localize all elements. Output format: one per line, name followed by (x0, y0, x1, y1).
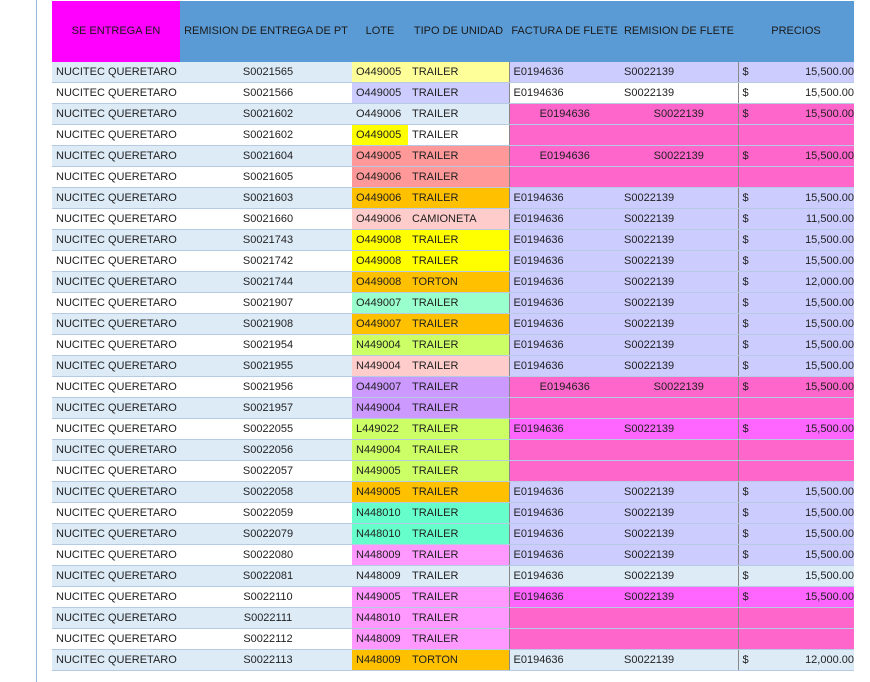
table-row (52, 377, 854, 398)
cell-remision-entrega-pt[interactable]: S0022055 (180, 419, 352, 440)
cell-precio[interactable]: 15,500.00 (760, 230, 854, 251)
cell-currency-sign[interactable]: $ (738, 482, 760, 503)
header-se-entrega-en[interactable]: SE ENTREGA EN (52, 1, 180, 62)
cell-se-entrega-en[interactable]: NUCITEC QUERETARO (52, 398, 180, 419)
cell-lote[interactable]: O449005 (352, 125, 408, 146)
cell-remision-entrega-pt[interactable]: S0021605 (180, 167, 352, 188)
table-row (52, 209, 854, 230)
cell-remision-entrega-pt[interactable]: S0021743 (180, 230, 352, 251)
table-row (52, 230, 854, 251)
cell-precio[interactable]: 15,500.00 (760, 503, 854, 524)
sheet-left-border (36, 0, 37, 682)
cell-lote[interactable]: N448010 (352, 608, 408, 629)
cell-factura-flete[interactable] (509, 461, 620, 482)
cell-remision-entrega-pt[interactable]: S0021742 (180, 251, 352, 272)
cell-se-entrega-en[interactable]: NUCITEC QUERETARO (52, 272, 180, 293)
cell-remision-entrega-pt[interactable]: S0021956 (180, 377, 352, 398)
cell-currency-sign[interactable] (738, 440, 760, 461)
cell-factura-flete[interactable]: E0194636 (509, 188, 620, 209)
header-remision-flete[interactable]: REMISION DE FLETE (620, 1, 738, 62)
table-row (52, 608, 854, 629)
cell-se-entrega-en[interactable]: NUCITEC QUERETARO (52, 209, 180, 230)
cell-lote[interactable]: N448009 (352, 629, 408, 650)
freight-table (52, 1, 854, 671)
cell-precio[interactable]: 11,500.00 (760, 209, 854, 230)
cell-precio[interactable]: 15,500.00 (760, 587, 854, 608)
cell-currency-sign[interactable]: $ (738, 314, 760, 335)
table-row (52, 482, 854, 503)
cell-remision-entrega-pt[interactable]: S0022057 (180, 461, 352, 482)
cell-remision-flete[interactable]: S0022139 (620, 251, 738, 272)
cell-currency-sign[interactable] (738, 167, 760, 188)
cell-tipo-unidad[interactable]: TRAILER (408, 188, 509, 209)
cell-se-entrega-en[interactable]: NUCITEC QUERETARO (52, 419, 180, 440)
cell-tipo-unidad[interactable]: TRAILER (408, 125, 509, 146)
cell-tipo-unidad[interactable]: TRAILER (408, 314, 509, 335)
header-row (52, 1, 854, 62)
cell-se-entrega-en[interactable]: NUCITEC QUERETARO (52, 461, 180, 482)
cell-remision-flete[interactable]: S0022139 (620, 314, 738, 335)
cell-lote[interactable]: N449005 (352, 461, 408, 482)
cell-se-entrega-en[interactable]: NUCITEC QUERETARO (52, 566, 180, 587)
cell-lote[interactable]: N448009 (352, 650, 408, 671)
cell-remision-flete[interactable]: S0022139 (620, 419, 738, 440)
cell-se-entrega-en[interactable]: NUCITEC QUERETARO (52, 545, 180, 566)
cell-remision-entrega-pt[interactable]: S0022058 (180, 482, 352, 503)
cell-precio[interactable]: 15,500.00 (760, 566, 854, 587)
cell-currency-sign[interactable]: $ (738, 524, 760, 545)
cell-currency-sign[interactable]: $ (738, 377, 760, 398)
cell-tipo-unidad[interactable]: TRAILER (408, 335, 509, 356)
cell-remision-flete[interactable]: S0022139 (620, 83, 738, 104)
table-row (52, 398, 854, 419)
cell-tipo-unidad[interactable]: TRAILER (408, 482, 509, 503)
cell-precio[interactable]: 15,500.00 (760, 83, 854, 104)
cell-remision-entrega-pt[interactable]: S0021954 (180, 335, 352, 356)
cell-remision-entrega-pt[interactable]: S0022110 (180, 587, 352, 608)
cell-se-entrega-en[interactable]: NUCITEC QUERETARO (52, 629, 180, 650)
cell-precio[interactable] (760, 440, 854, 461)
table-body (52, 62, 854, 671)
cell-currency-sign[interactable]: $ (738, 83, 760, 104)
table-row (52, 545, 854, 566)
cell-remision-flete[interactable]: S0022139 (620, 650, 738, 671)
cell-precio[interactable] (760, 398, 854, 419)
table-row (52, 272, 854, 293)
cell-currency-sign[interactable] (738, 629, 760, 650)
cell-precio[interactable]: 15,500.00 (760, 335, 854, 356)
cell-currency-sign[interactable]: $ (738, 503, 760, 524)
table-row (52, 566, 854, 587)
cell-lote[interactable]: O449006 (352, 104, 408, 125)
cell-se-entrega-en[interactable]: NUCITEC QUERETARO (52, 482, 180, 503)
cell-currency-sign[interactable]: $ (738, 566, 760, 587)
cell-tipo-unidad[interactable]: TRAILER (408, 293, 509, 314)
cell-precio[interactable]: 15,500.00 (760, 482, 854, 503)
cell-factura-flete[interactable]: E0194636 (509, 293, 620, 314)
cell-tipo-unidad[interactable]: TORTON (408, 272, 509, 293)
cell-tipo-unidad[interactable]: TRAILER (408, 461, 509, 482)
cell-remision-flete[interactable]: S0022139 (620, 545, 738, 566)
cell-factura-flete[interactable] (509, 125, 620, 146)
cell-se-entrega-en[interactable]: NUCITEC QUERETARO (52, 335, 180, 356)
table-row (52, 125, 854, 146)
cell-remision-entrega-pt[interactable]: S0021565 (180, 62, 352, 83)
cell-remision-flete[interactable] (620, 461, 738, 482)
cell-remision-entrega-pt[interactable]: S0022079 (180, 524, 352, 545)
cell-se-entrega-en[interactable]: NUCITEC QUERETARO (52, 146, 180, 167)
cell-remision-flete[interactable]: S0022139 (620, 272, 738, 293)
cell-currency-sign[interactable] (738, 125, 760, 146)
cell-remision-flete[interactable] (620, 608, 738, 629)
cell-tipo-unidad[interactable]: TRAILER (408, 62, 509, 83)
cell-remision-entrega-pt[interactable]: S0022080 (180, 545, 352, 566)
cell-remision-flete[interactable] (620, 398, 738, 419)
table-row (52, 419, 854, 440)
cell-precio[interactable] (760, 461, 854, 482)
cell-se-entrega-en[interactable]: NUCITEC QUERETARO (52, 314, 180, 335)
cell-remision-entrega-pt[interactable]: S0022081 (180, 566, 352, 587)
cell-precio[interactable] (760, 629, 854, 650)
cell-precio[interactable]: 15,500.00 (760, 104, 854, 125)
cell-factura-flete[interactable]: E0194636 (509, 314, 620, 335)
table-row (52, 62, 854, 83)
cell-remision-flete[interactable]: S0022139 (620, 356, 738, 377)
cell-precio[interactable]: 15,500.00 (760, 356, 854, 377)
cell-factura-flete[interactable] (509, 440, 620, 461)
cell-remision-entrega-pt[interactable]: S0022113 (180, 650, 352, 671)
table-row (52, 461, 854, 482)
cell-se-entrega-en[interactable]: NUCITEC QUERETARO (52, 608, 180, 629)
cell-remision-flete[interactable]: S0022139 (620, 587, 738, 608)
cell-factura-flete[interactable]: E0194636 (509, 566, 620, 587)
cell-se-entrega-en[interactable]: NUCITEC QUERETARO (52, 230, 180, 251)
cell-remision-entrega-pt[interactable]: S0021957 (180, 398, 352, 419)
cell-lote[interactable]: O449005 (352, 146, 408, 167)
cell-tipo-unidad[interactable]: TRAILER (408, 524, 509, 545)
table-row (52, 83, 854, 104)
cell-precio[interactable]: 12,000.00 (760, 650, 854, 671)
cell-remision-flete[interactable] (620, 125, 738, 146)
cell-factura-flete[interactable]: E0194636 (509, 545, 620, 566)
cell-currency-sign[interactable]: $ (738, 650, 760, 671)
cell-tipo-unidad[interactable]: TRAILER (408, 251, 509, 272)
cell-factura-flete[interactable]: E0194636 (509, 524, 620, 545)
cell-currency-sign[interactable]: $ (738, 356, 760, 377)
cell-tipo-unidad[interactable]: TRAILER (408, 356, 509, 377)
table-row (52, 104, 854, 125)
cell-tipo-unidad[interactable]: TORTON (408, 650, 509, 671)
cell-remision-entrega-pt[interactable]: S0021955 (180, 356, 352, 377)
cell-se-entrega-en[interactable]: NUCITEC QUERETARO (52, 167, 180, 188)
cell-se-entrega-en[interactable]: NUCITEC QUERETARO (52, 650, 180, 671)
cell-tipo-unidad[interactable]: TRAILER (408, 104, 509, 125)
cell-lote[interactable]: O449005 (352, 83, 408, 104)
cell-factura-flete[interactable]: E0194636 (509, 503, 620, 524)
cell-precio[interactable] (760, 608, 854, 629)
cell-factura-flete[interactable]: E0194636 (509, 83, 620, 104)
cell-remision-flete[interactable]: S0022139 (620, 293, 738, 314)
cell-remision-entrega-pt[interactable]: S0021604 (180, 146, 352, 167)
cell-lote[interactable]: O449008 (352, 251, 408, 272)
table-row (52, 503, 854, 524)
cell-lote[interactable]: O449007 (352, 293, 408, 314)
cell-remision-flete[interactable] (620, 167, 738, 188)
cell-remision-entrega-pt[interactable]: S0022111 (180, 608, 352, 629)
cell-lote[interactable]: O449008 (352, 230, 408, 251)
cell-precio[interactable]: 12,000.00 (760, 272, 854, 293)
cell-currency-sign[interactable]: $ (738, 251, 760, 272)
cell-precio[interactable]: 15,500.00 (760, 545, 854, 566)
header-factura-flete[interactable]: FACTURA DE FLETE (509, 1, 620, 62)
cell-factura-flete[interactable]: E0194636 (509, 62, 620, 83)
cell-precio[interactable]: 15,500.00 (760, 314, 854, 335)
cell-tipo-unidad[interactable]: TRAILER (408, 377, 509, 398)
cell-factura-flete[interactable] (509, 398, 620, 419)
cell-remision-entrega-pt[interactable]: S0021602 (180, 104, 352, 125)
cell-factura-flete[interactable]: E0194636 (509, 377, 620, 398)
cell-currency-sign[interactable]: $ (738, 104, 760, 125)
cell-remision-entrega-pt[interactable]: S0021907 (180, 293, 352, 314)
cell-se-entrega-en[interactable]: NUCITEC QUERETARO (52, 125, 180, 146)
table-row (52, 440, 854, 461)
cell-precio[interactable]: 15,500.00 (760, 419, 854, 440)
cell-remision-flete[interactable]: S0022139 (620, 566, 738, 587)
header-precios[interactable]: PRECIOS (738, 1, 854, 62)
cell-lote[interactable]: N448010 (352, 524, 408, 545)
cell-factura-flete[interactable]: E0194636 (509, 146, 620, 167)
cell-lote[interactable]: N449004 (352, 398, 408, 419)
header-tipo-unidad[interactable]: TIPO DE UNIDAD (408, 1, 509, 62)
cell-se-entrega-en[interactable]: NUCITEC QUERETARO (52, 251, 180, 272)
cell-remision-flete[interactable] (620, 629, 738, 650)
cell-remision-entrega-pt[interactable]: S0021602 (180, 125, 352, 146)
cell-remision-flete[interactable]: S0022139 (620, 503, 738, 524)
cell-tipo-unidad[interactable]: TRAILER (408, 566, 509, 587)
cell-precio[interactable] (760, 125, 854, 146)
header-lote[interactable]: LOTE (352, 1, 408, 62)
cell-currency-sign[interactable]: $ (738, 272, 760, 293)
cell-lote[interactable]: N449004 (352, 440, 408, 461)
table-row (52, 335, 854, 356)
cell-remision-entrega-pt[interactable]: S0022059 (180, 503, 352, 524)
cell-tipo-unidad[interactable]: TRAILER (408, 545, 509, 566)
cell-tipo-unidad[interactable]: TRAILER (408, 146, 509, 167)
cell-factura-flete[interactable]: E0194636 (509, 335, 620, 356)
cell-lote[interactable]: L449022 (352, 419, 408, 440)
cell-factura-flete[interactable]: E0194636 (509, 356, 620, 377)
cell-factura-flete[interactable] (509, 608, 620, 629)
table-row (52, 188, 854, 209)
cell-remision-flete[interactable]: S0022139 (620, 230, 738, 251)
cell-lote[interactable]: N449004 (352, 356, 408, 377)
cell-lote[interactable]: O449007 (352, 314, 408, 335)
cell-lote[interactable]: N448009 (352, 545, 408, 566)
cell-lote[interactable]: N448009 (352, 566, 408, 587)
cell-precio[interactable] (760, 167, 854, 188)
cell-remision-flete[interactable]: S0022139 (620, 104, 738, 125)
cell-tipo-unidad[interactable]: TRAILER (408, 167, 509, 188)
cell-tipo-unidad[interactable]: TRAILER (408, 503, 509, 524)
table-row (52, 167, 854, 188)
cell-se-entrega-en[interactable]: NUCITEC QUERETARO (52, 503, 180, 524)
cell-lote[interactable]: O449007 (352, 377, 408, 398)
cell-factura-flete[interactable]: E0194636 (509, 251, 620, 272)
cell-se-entrega-en[interactable]: NUCITEC QUERETARO (52, 524, 180, 545)
cell-currency-sign[interactable] (738, 398, 760, 419)
cell-remision-entrega-pt[interactable]: S0021603 (180, 188, 352, 209)
table-row (52, 356, 854, 377)
cell-precio[interactable]: 15,500.00 (760, 293, 854, 314)
cell-tipo-unidad[interactable]: TRAILER (408, 629, 509, 650)
cell-remision-flete[interactable]: S0022139 (620, 146, 738, 167)
cell-currency-sign[interactable] (738, 461, 760, 482)
cell-se-entrega-en[interactable]: NUCITEC QUERETARO (52, 377, 180, 398)
cell-remision-flete[interactable]: S0022139 (620, 62, 738, 83)
cell-factura-flete[interactable]: E0194636 (509, 482, 620, 503)
cell-currency-sign[interactable]: $ (738, 335, 760, 356)
cell-factura-flete[interactable]: E0194636 (509, 209, 620, 230)
cell-se-entrega-en[interactable]: NUCITEC QUERETARO (52, 587, 180, 608)
cell-se-entrega-en[interactable]: NUCITEC QUERETARO (52, 83, 180, 104)
table-row (52, 524, 854, 545)
cell-precio[interactable]: 15,500.00 (760, 146, 854, 167)
table-row (52, 587, 854, 608)
cell-precio[interactable]: 15,500.00 (760, 188, 854, 209)
cell-lote[interactable]: N449004 (352, 335, 408, 356)
cell-remision-flete[interactable] (620, 440, 738, 461)
cell-lote[interactable]: O449006 (352, 188, 408, 209)
cell-factura-flete[interactable]: E0194636 (509, 272, 620, 293)
cell-remision-flete[interactable]: S0022139 (620, 335, 738, 356)
cell-factura-flete[interactable]: E0194636 (509, 587, 620, 608)
cell-lote[interactable]: O449005 (352, 62, 408, 83)
cell-precio[interactable]: 15,500.00 (760, 524, 854, 545)
cell-currency-sign[interactable]: $ (738, 293, 760, 314)
cell-precio[interactable]: 15,500.00 (760, 251, 854, 272)
cell-remision-entrega-pt[interactable]: S0021566 (180, 83, 352, 104)
cell-lote[interactable]: N449005 (352, 587, 408, 608)
cell-factura-flete[interactable]: E0194636 (509, 104, 620, 125)
cell-precio[interactable]: 15,500.00 (760, 62, 854, 83)
cell-precio[interactable]: 15,500.00 (760, 377, 854, 398)
cell-lote[interactable]: O449006 (352, 167, 408, 188)
cell-remision-flete[interactable]: S0022139 (620, 524, 738, 545)
table-row (52, 629, 854, 650)
cell-tipo-unidad[interactable]: TRAILER (408, 440, 509, 461)
cell-remision-entrega-pt[interactable]: S0022112 (180, 629, 352, 650)
cell-factura-flete[interactable]: E0194636 (509, 650, 620, 671)
cell-tipo-unidad[interactable]: TRAILER (408, 587, 509, 608)
cell-currency-sign[interactable]: $ (738, 209, 760, 230)
cell-remision-flete[interactable]: S0022139 (620, 188, 738, 209)
cell-remision-entrega-pt[interactable]: S0021744 (180, 272, 352, 293)
cell-lote[interactable]: N448010 (352, 503, 408, 524)
cell-factura-flete[interactable] (509, 629, 620, 650)
table-row (52, 251, 854, 272)
cell-currency-sign[interactable]: $ (738, 146, 760, 167)
cell-lote[interactable]: O449008 (352, 272, 408, 293)
cell-remision-flete[interactable]: S0022139 (620, 482, 738, 503)
cell-tipo-unidad[interactable]: TRAILER (408, 230, 509, 251)
cell-se-entrega-en[interactable]: NUCITEC QUERETARO (52, 188, 180, 209)
table-row (52, 293, 854, 314)
header-remision-entrega-pt[interactable]: REMISION DE ENTREGA DE PT (180, 1, 352, 62)
cell-remision-flete[interactable]: S0022139 (620, 209, 738, 230)
cell-tipo-unidad[interactable]: TRAILER (408, 398, 509, 419)
cell-factura-flete[interactable] (509, 167, 620, 188)
cell-tipo-unidad[interactable]: TRAILER (408, 419, 509, 440)
cell-currency-sign[interactable] (738, 608, 760, 629)
cell-currency-sign[interactable]: $ (738, 230, 760, 251)
table-row (52, 650, 854, 671)
cell-factura-flete[interactable]: E0194636 (509, 230, 620, 251)
cell-currency-sign[interactable]: $ (738, 545, 760, 566)
cell-remision-entrega-pt[interactable]: S0022056 (180, 440, 352, 461)
cell-tipo-unidad[interactable]: TRAILER (408, 608, 509, 629)
cell-lote[interactable]: N449005 (352, 482, 408, 503)
cell-se-entrega-en[interactable]: NUCITEC QUERETARO (52, 356, 180, 377)
cell-tipo-unidad[interactable]: TRAILER (408, 83, 509, 104)
cell-se-entrega-en[interactable]: NUCITEC QUERETARO (52, 62, 180, 83)
cell-se-entrega-en[interactable]: NUCITEC QUERETARO (52, 104, 180, 125)
cell-se-entrega-en[interactable]: NUCITEC QUERETARO (52, 440, 180, 461)
cell-currency-sign[interactable]: $ (738, 587, 760, 608)
cell-currency-sign[interactable]: $ (738, 188, 760, 209)
cell-remision-entrega-pt[interactable]: S0021660 (180, 209, 352, 230)
table-row (52, 314, 854, 335)
cell-remision-flete[interactable]: S0022139 (620, 377, 738, 398)
cell-remision-entrega-pt[interactable]: S0021908 (180, 314, 352, 335)
cell-factura-flete[interactable]: E0194636 (509, 419, 620, 440)
cell-currency-sign[interactable]: $ (738, 62, 760, 83)
table-row (52, 146, 854, 167)
cell-lote[interactable]: O449006 (352, 209, 408, 230)
cell-se-entrega-en[interactable]: NUCITEC QUERETARO (52, 293, 180, 314)
cell-currency-sign[interactable]: $ (738, 419, 760, 440)
cell-tipo-unidad[interactable]: CAMIONETA (408, 209, 509, 230)
